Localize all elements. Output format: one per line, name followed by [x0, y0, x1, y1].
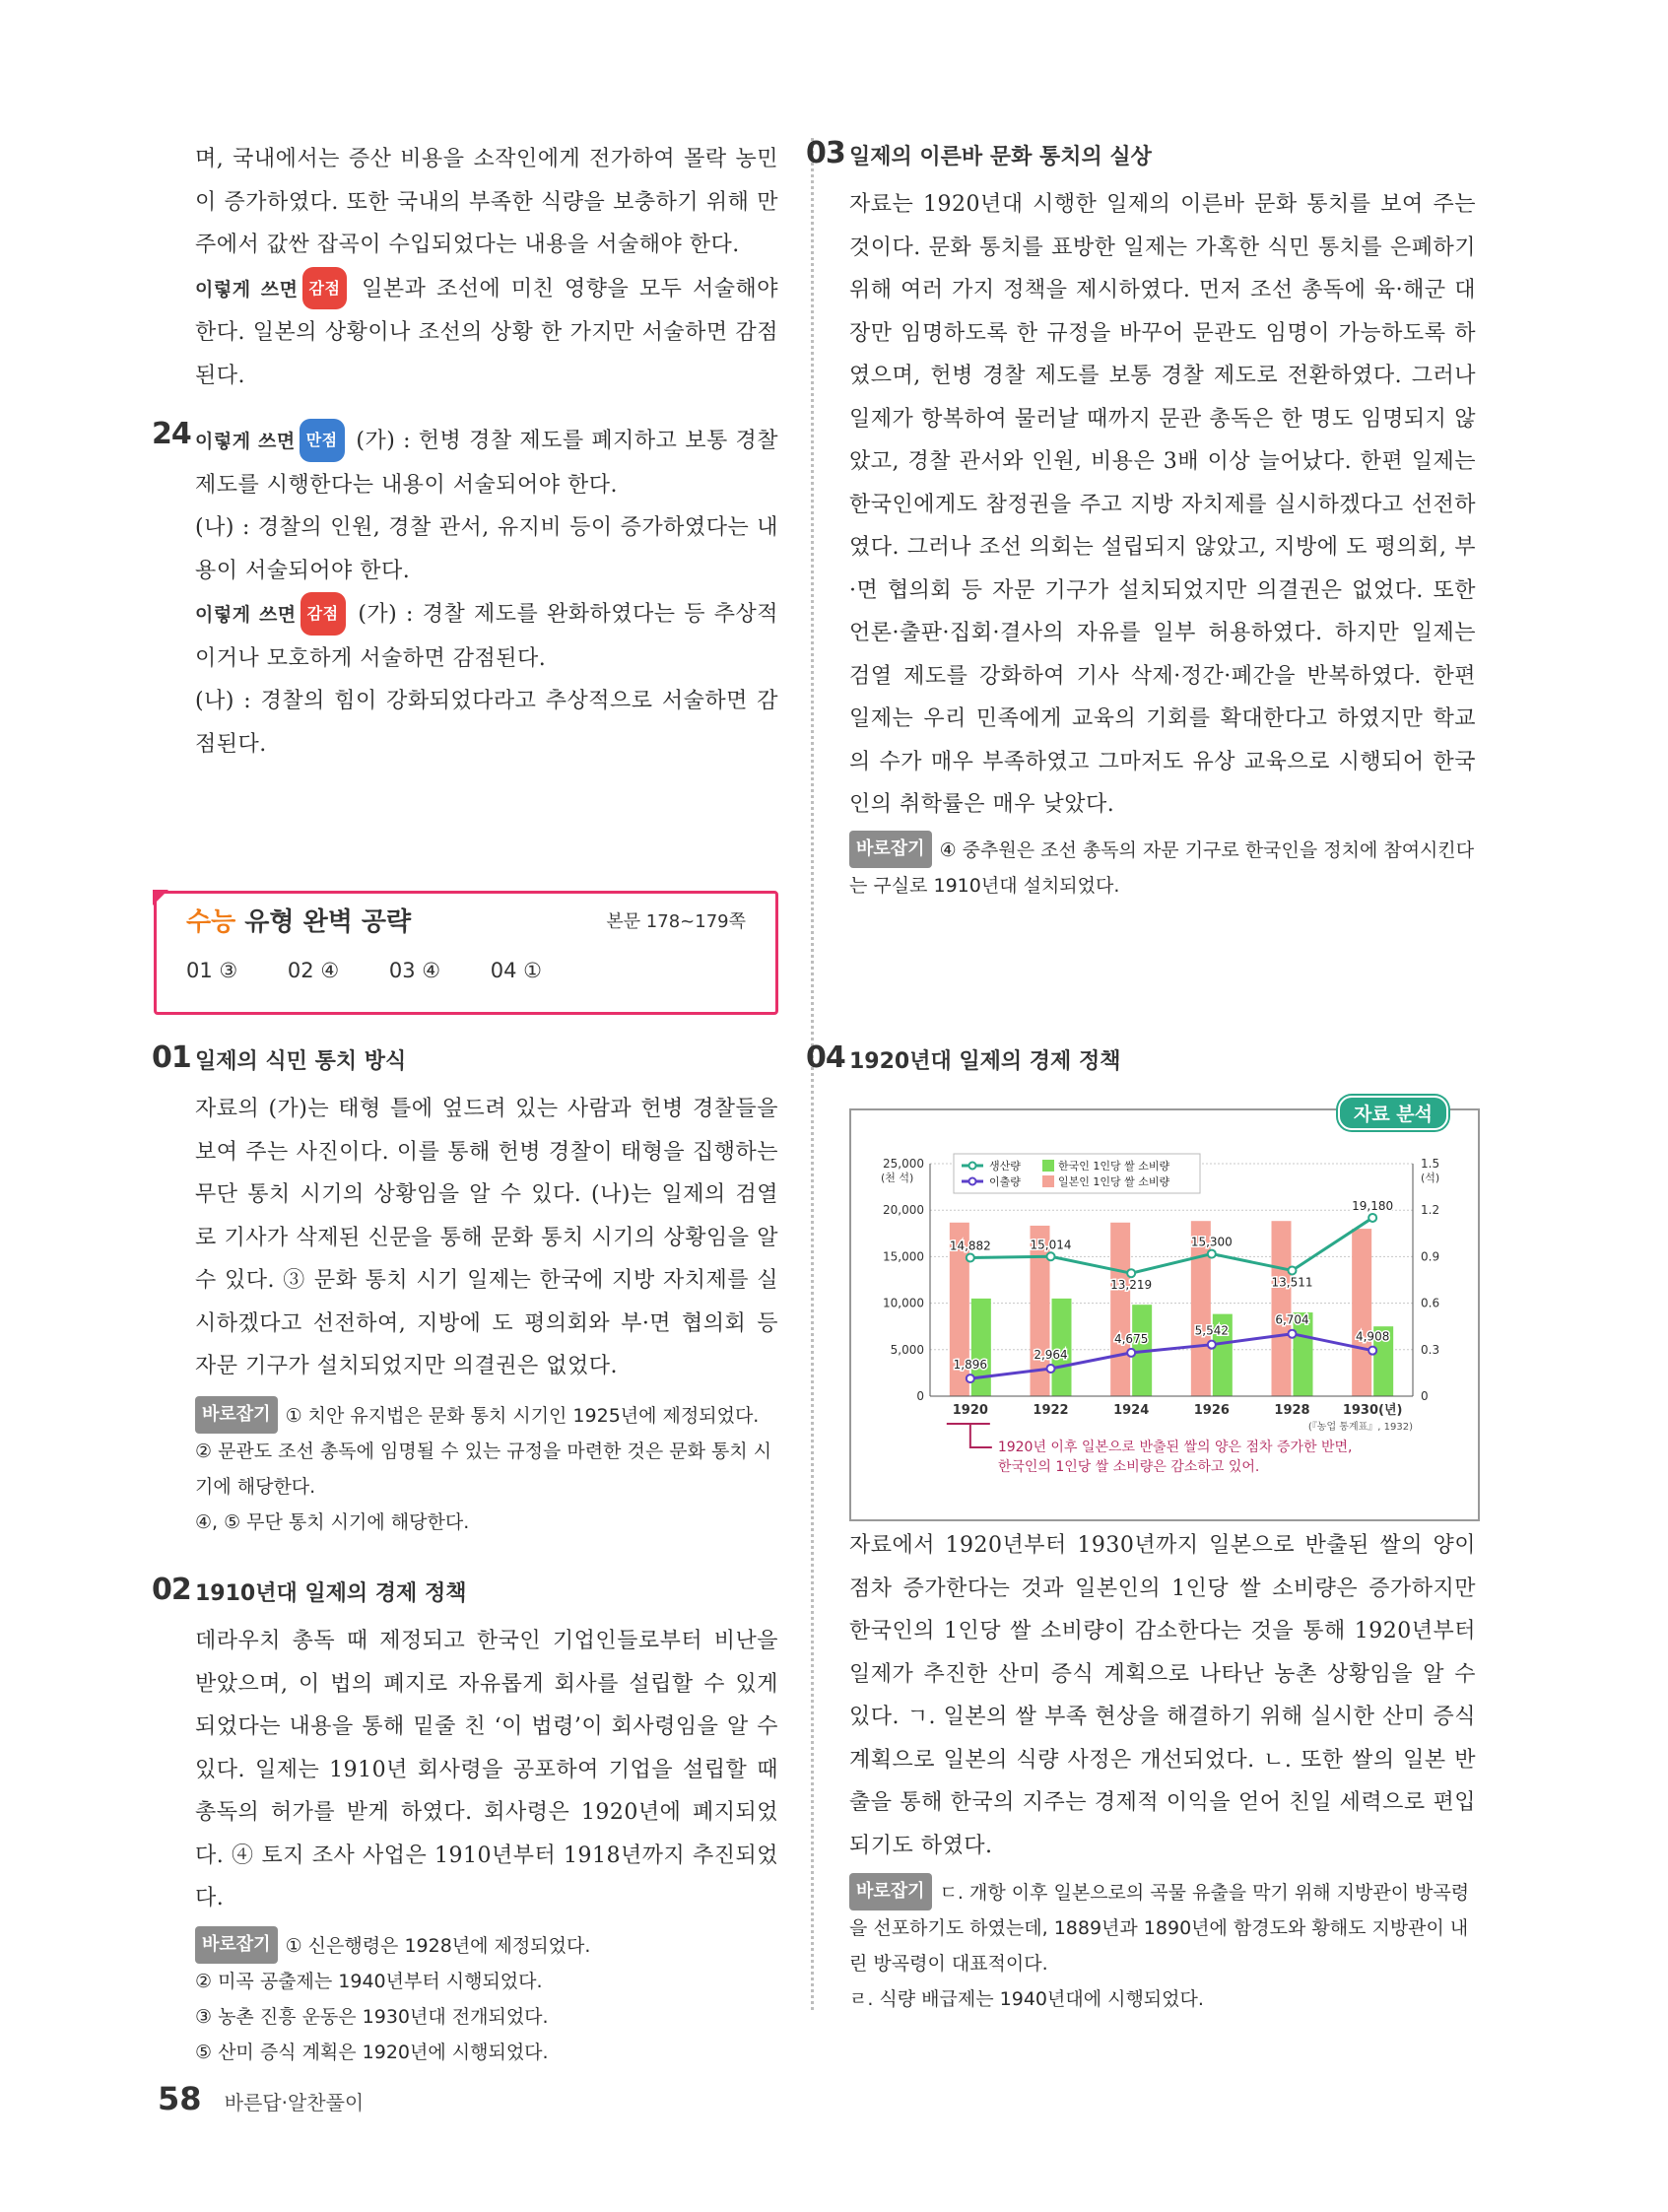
- bar-japanese: [1272, 1221, 1292, 1396]
- fix-line: ㄷ. 개항 이후 일본으로의 곡물 유출을 막기 위해 지방관이 방곡령을 선포하기도 하였는데, 1889년과 1890년에 함경도와 황해도 지방관이 내린 방곡령이 대표적이다.: [849, 1882, 1470, 1975]
- left-tick-label: 5,000: [890, 1342, 924, 1357]
- left-tick-label: 20,000: [883, 1203, 924, 1218]
- data-label: 5,542: [1194, 1323, 1230, 1338]
- x-tick-label: 1928: [1274, 1403, 1310, 1418]
- question-header: [806, 1040, 1476, 1082]
- fix-line: ㄹ. 식량 배급제는 1940년대에 시행되었다.: [849, 1988, 1204, 2010]
- right-tick-label: 1.5: [1421, 1157, 1440, 1171]
- question-header: [806, 136, 1476, 177]
- chart-legend: [954, 1154, 1200, 1193]
- howto-label: 이렇게 쓰면: [195, 604, 297, 626]
- question-explanation: 데라우치 총독 때 제정되고 한국인 기업인들로부터 비난을 받았으며, 이 법의 폐지로 자유롭게 회사를 설립할 수 있게 되었다는 내용을 통해 밑줄 친 ‘이 법령’이 회사령임을 알 수 있다. 일제는 1910년 회사령을 공포하여 기업을 설립할 때 총독의 허가를 받게 하였다. 회사령은 1920년에 폐지되었다. ④ 토지 조사 사업은 1910년부터 1918년까지 추진되었다.: [195, 1629, 778, 1910]
- legend-label: 이출량: [989, 1175, 1021, 1188]
- bar-korean: [971, 1299, 991, 1396]
- fix-line: ⑤ 산미 증식 계획은 1920년에 시행되었다.: [195, 2041, 549, 2063]
- question-03-block: [806, 136, 1476, 904]
- x-tick-label: 1920: [952, 1403, 988, 1418]
- continued-deduction-note: [195, 267, 778, 398]
- question-04-header-block: [806, 1040, 1476, 1088]
- fix-note: [849, 1873, 1476, 1981]
- title-rest: 유형 완벽 공략: [244, 907, 412, 937]
- question-title: 1910년대 일제의 경제 정책: [195, 1581, 467, 1606]
- data-point: [1047, 1365, 1055, 1373]
- legend-label: 일본인 1인당 쌀 소비량: [1058, 1175, 1170, 1188]
- q24-minus-a: [195, 592, 778, 680]
- question-number: 03: [806, 136, 845, 170]
- answer-item: 03 ④: [388, 959, 441, 982]
- right-tick-label: 0.6: [1421, 1296, 1440, 1310]
- deduction-badge: 감점: [302, 267, 348, 310]
- data-label: 14,882: [949, 1239, 991, 1253]
- x-tick-label: 1924: [1113, 1403, 1150, 1418]
- howto-label: 이렇게 쓰면: [195, 278, 299, 301]
- question-header: [152, 1573, 778, 1614]
- legend-bar-swatch: [1042, 1160, 1054, 1172]
- chart-lines: [950, 1199, 1393, 1382]
- legend-label: 한국인 1인당 쌀 소비량: [1058, 1160, 1170, 1173]
- right-tick-label: 0: [1421, 1389, 1429, 1403]
- data-label: 1,896: [953, 1358, 988, 1373]
- question-number: 24: [152, 417, 191, 451]
- data-point: [1289, 1330, 1297, 1338]
- q24-minus-a-text: (가) : 경찰 제도를 완화하였다는 등 추상적이거나 모호하게 서술하면 감점된다.: [195, 602, 778, 671]
- question-number: 02: [152, 1573, 191, 1607]
- right-tick-label: 0.9: [1421, 1249, 1440, 1264]
- page-footer: [158, 2080, 364, 2117]
- question-number: 01: [152, 1040, 191, 1075]
- q24-full-b: (나) : 경찰의 인원, 경찰 관서, 유지비 등이 증가하였다는 내용이 서술되어야 한다.: [195, 515, 778, 583]
- answer-item: 04 ①: [490, 959, 542, 982]
- chart-annotation: [947, 1424, 1353, 1475]
- left-tick-label: 10,000: [883, 1296, 924, 1310]
- data-point: [1368, 1347, 1376, 1355]
- deduction-text: 일본과 조선에 미친 영향을 모두 서술해야 한다. 일본의 상황이나 조선의 상황 한 가지만 서술하면 감점된다.: [195, 276, 778, 388]
- fix-note: [195, 1396, 778, 1434]
- data-label: 15,014: [1030, 1238, 1072, 1252]
- legend-marker: [969, 1178, 976, 1185]
- fix-line: ② 미곡 공출제는 1940년부터 시행되었다.: [195, 1970, 543, 1992]
- fix-line: ③ 농촌 진흥 운동은 1930년대 전개되었다.: [195, 2005, 549, 2028]
- answer-box-reference: 본문 178~179쪽: [606, 911, 746, 932]
- data-point: [1047, 1252, 1055, 1260]
- question-explanation: 자료에서 1920년부터 1930년까지 일본으로 반출된 쌀의 양이 점차 증가한다는 것과 일본인의 1인당 쌀 소비량은 증가하지만 한국인의 1인당 쌀 소비량이 감소한다는 것을 통해 1920년부터 일제가 추진한 산미 증식 계획으로 나타난 농촌 상황임을 알 수 있다. ㄱ. 일본의 쌀 부족 현상을 해결하기 위해 실시한 산미 증식 계획으로 일본의 식량 사정은 개선되었다. ㄴ. 또한 쌀의 일본 반출을 통해 한국의 지주는 경제적 이익을 얻어 친일 세력으로 편입되기도 하였다.: [849, 1533, 1476, 1858]
- data-point: [1208, 1250, 1216, 1258]
- corner-flag-icon: [153, 890, 168, 905]
- data-label: 15,300: [1190, 1235, 1233, 1249]
- fix-line: ④, ⑤ 무단 통치 시기에 해당한다.: [195, 1510, 470, 1533]
- chart-grid: [930, 1164, 1413, 1396]
- left-tick-label: 15,000: [883, 1249, 924, 1264]
- answer-box-title: [186, 902, 411, 938]
- footer-title: 바른답·알찬풀이: [224, 2091, 365, 2114]
- answer-item: 02 ④: [287, 959, 340, 982]
- answer-list: [186, 959, 585, 982]
- title-highlight: 수능: [186, 907, 236, 937]
- left-tick-label: 25,000: [883, 1157, 924, 1171]
- question-title: 1920년대 일제의 경제 정책: [849, 1049, 1121, 1074]
- legend-marker: [969, 1163, 976, 1170]
- fix-line: ① 신은행령은 1928년에 제정되었다.: [285, 1934, 591, 1957]
- left-column: [152, 138, 778, 766]
- x-tick-label: 1922: [1033, 1403, 1069, 1418]
- question-02-block: [152, 1573, 778, 2070]
- data-point: [967, 1254, 974, 1262]
- question-24-block: [152, 417, 778, 766]
- bar-japanese: [1110, 1223, 1130, 1396]
- data-point: [1368, 1214, 1376, 1222]
- fix-line: ① 치안 유지법은 문화 통치 시기인 1925년에 제정되었다.: [285, 1404, 760, 1427]
- right-tick-label: 1.2: [1421, 1203, 1440, 1218]
- question-title: 일제의 식민 통치 방식: [195, 1049, 407, 1074]
- question-01-block: [152, 1040, 778, 1540]
- fix-note: [849, 831, 1476, 904]
- annotation-text: 한국인의 1인당 쌀 소비량은 감소하고 있어.: [997, 1459, 1260, 1475]
- fix-label: 바로잡기: [195, 1396, 278, 1434]
- legend-label: 생산량: [989, 1160, 1021, 1173]
- legend-bar-swatch: [1042, 1175, 1054, 1187]
- fix-line: ④ 중추원은 조선 총독의 자문 기구로 한국인을 정치에 참여시킨다는 구실로 1910년대 설치되었다.: [849, 838, 1475, 897]
- data-point: [1127, 1269, 1135, 1277]
- question-explanation: 자료의 (가)는 태형 틀에 엎드려 있는 사람과 헌병 경찰들을 보여 주는 사진이다. 이를 통해 헌병 경찰이 태형을 집행하는 무단 통치 시기의 상황임을 알 수 있다. (나)는 일제의 검열로 기사가 삭제된 신문을 통해 문화 통치 시기의 상황임을 알 수 있다. ③ 문화 통치 시기 일제는 한국에 지방 자치제를 실시하겠다고 선전하여, 지방에 도 평의회와 부·면 협의회 등 자문 기구가 설치되었지만 의결권은 없었다.: [195, 1097, 778, 1378]
- continued-answer-text: 며, 국내에서는 증산 비용을 소작인에게 전가하여 몰락 농민이 증가하였다. 또한 국내의 부족한 식량을 보충하기 위해 만주에서 값싼 잡곡이 수입되었다는 내용을 서술해야 한다.: [195, 147, 778, 257]
- annotation-pointer: [947, 1424, 992, 1447]
- question-header: [152, 1040, 778, 1082]
- left-tick-label: 0: [916, 1389, 924, 1403]
- fix-note: [195, 1926, 778, 1964]
- chart-source: (『농업 통계표』, 1932): [1307, 1422, 1413, 1433]
- answer-item: 01 ③: [186, 959, 238, 982]
- rice-production-chart: [851, 1110, 1474, 1515]
- q24-full-a-text: (가) : 헌병 경찰 제도를 폐지하고 보통 경찰 제도를 시행한다는 내용이 서술되어야 한다.: [195, 429, 778, 498]
- x-tick-label: 1926: [1193, 1403, 1230, 1418]
- q24-minus-b: (나) : 경찰의 힘이 강화되었다라고 추상적으로 서술하면 감점된다.: [195, 689, 778, 757]
- answer-summary-box: [154, 891, 778, 1015]
- rice-chart-box: [849, 1104, 1480, 1521]
- fix-label: 바로잡기: [849, 831, 932, 868]
- annotation-text: 1920년 이후 일본으로 반출된 쌀의 양은 점차 증가한 반면,: [997, 1440, 1353, 1455]
- right-tick-label: 0.3: [1421, 1342, 1440, 1357]
- data-label: 2,964: [1034, 1348, 1068, 1363]
- x-tick-label: 1930(년): [1342, 1403, 1403, 1418]
- data-point: [1127, 1349, 1135, 1357]
- question-number: 04: [806, 1040, 845, 1075]
- fix-line: ② 문관도 조선 총독에 임명될 수 있는 규정을 마련한 것은 문화 통치 시기에 해당한다.: [195, 1440, 772, 1498]
- data-label: 4,675: [1113, 1331, 1149, 1346]
- data-label: 13,219: [1110, 1278, 1153, 1293]
- data-point: [1208, 1341, 1216, 1349]
- data-point: [967, 1374, 974, 1382]
- deduction-badge: 감점: [300, 592, 346, 636]
- data-analysis-badge: 자료 분석: [1338, 1096, 1448, 1130]
- data-label: 19,180: [1352, 1198, 1394, 1213]
- howto-label: 이렇게 쓰면: [195, 431, 296, 452]
- bar-japanese: [1352, 1229, 1371, 1396]
- question-title: 일제의 이른바 문화 통치의 실상: [849, 145, 1152, 169]
- fix-label: 바로잡기: [195, 1926, 278, 1964]
- question-explanation: 자료는 1920년대 시행한 일제의 이른바 문화 통치를 보여 주는 것이다. 문화 통치를 표방한 일제는 가혹한 식민 통치를 은폐하기 위해 여러 가지 정책을 제시하였다. 먼저 조선 총독에 육·해군 대장만 임명하도록 한 규정을 바꾸어 문관도 임명이 가능하도록 하였으며, 헌병 경찰 제도를 보통 경찰 제도로 전환하였다. 그러나 일제가 항복하여 물러날 때까지 문관 총독은 한 명도 임명되지 않았고, 경찰 관서와 인원, 비용은 3배 이상 늘어났다. 한편 일제는 한국인에게도 참정권을 주고 지방 자치제를 실시하겠다고 선전하였다. 그러나 조선 의회는 설립되지 않았고, 지방에 도 평의회, 부·면 협의회 등 자문 기구가 설치되었지만 의결권은 없었다. 또한 언론·출판·집회·결사의 자유를 일부 허용하였다. 하지만 일제는 검열 제도를 강화하여 기사 삭제·정간·폐간을 반복하였다. 한편 일제는 우리 민족에게 교육의 기회를 확대한다고 하였지만 학교의 수가 매우 부족하였고 그마저도 유상 교육으로 시행되어 한국인의 취학률은 매우 낮았다.: [849, 192, 1476, 817]
- q24-full-a: [195, 419, 778, 506]
- data-point: [1289, 1266, 1297, 1274]
- data-label: 4,908: [1355, 1329, 1390, 1344]
- data-label: 6,704: [1275, 1312, 1309, 1327]
- full-score-badge: 만점: [300, 419, 345, 462]
- page-number: 58: [158, 2080, 202, 2117]
- fix-label: 바로잡기: [849, 1873, 932, 1910]
- left-axis-unit: (천 석): [881, 1172, 914, 1184]
- question-04-block: [849, 1524, 1476, 2017]
- right-axis-unit: (석): [1421, 1172, 1440, 1184]
- data-label: 13,511: [1271, 1275, 1313, 1290]
